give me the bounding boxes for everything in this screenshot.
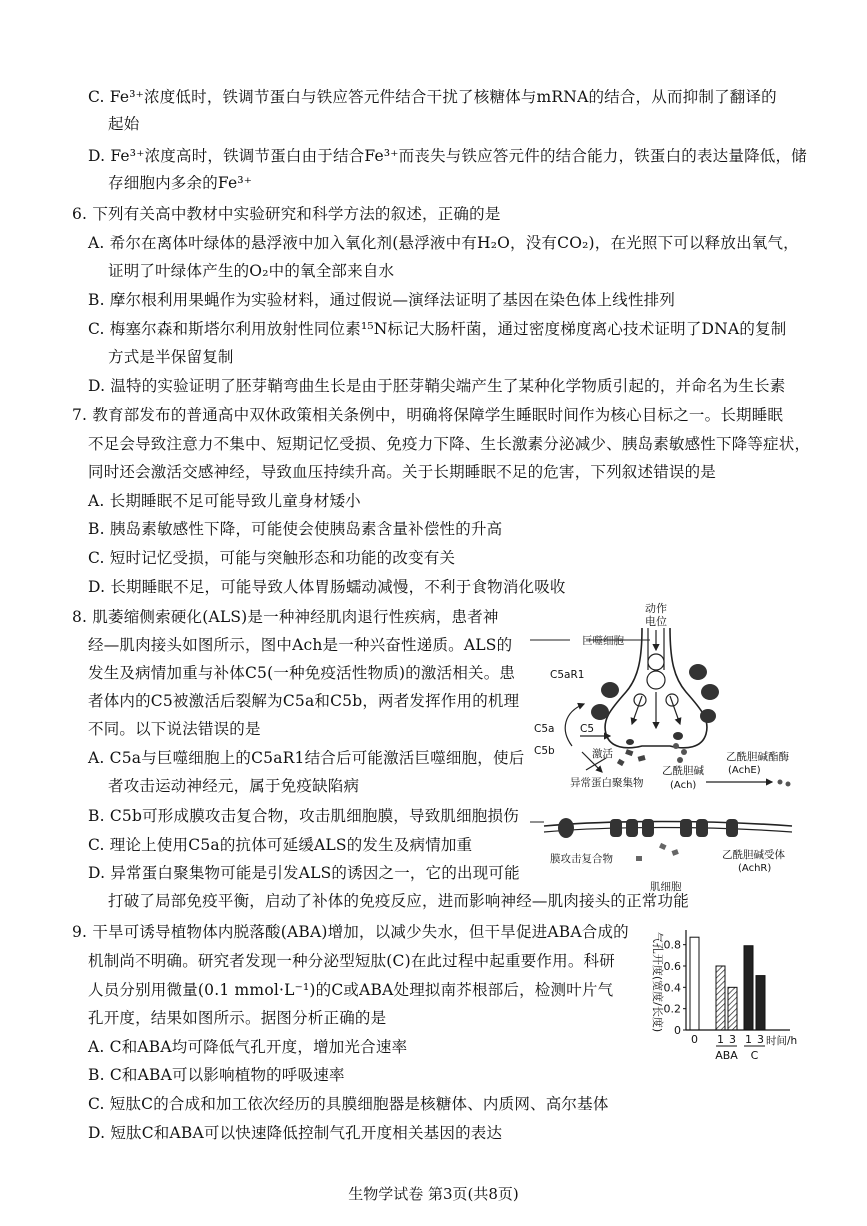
q6-stem: 6. 下列有关高中教材中实验研究和科学方法的叙述，正确的是 [72,205,501,223]
label-ache-2: (AchE) [728,765,761,776]
q7-option-d: D. 长期睡眠不足，可能导致人体胃肠蠕动减慢，不利于食物消化吸收 [88,578,566,596]
q5-option-c-line1: C. Fe³⁺浓度低时，铁调节蛋白与铁应答元件结合干扰了核糖体与mRNA的结合，从而抑制了翻译的 [88,88,777,106]
label-aggregate: 异常蛋白聚集物 [570,777,644,789]
q5-option-d-line1: D. Fe³⁺浓度高时，铁调节蛋白由于结合Fe³⁺而丧失与铁应答元件的结合能力，铁蛋白的表达量降低，储 [88,147,807,165]
chart-xlabel: 时间/h [766,1035,798,1047]
chart-bar [756,976,765,1030]
stomatal-chart [640,918,810,1066]
q8-option-a-line1: A. C5a与巨噬细胞上的C5aR1结合后可能激活巨噬细胞，使后 [88,749,525,767]
x-tick-label: 1 [745,1033,752,1046]
y-tick-label: 0 [674,1024,681,1037]
y-tick-label: 0.8 [663,938,681,952]
chart-ylabel: 气孔开度(宽度/长度) [651,931,664,1033]
q8-stem-line1: 8. 肌萎缩侧索硬化(ALS)是一种神经肌肉退行性疾病，患者神 [72,608,499,626]
muscle-membrane [544,822,792,827]
q8-option-a-line2: 者攻击运动神经元，属于免疫缺陷病 [108,777,360,795]
q8-option-b: B. C5b可形成膜攻击复合物，攻击肌细胞膜，导致肌细胞损伤 [88,807,519,825]
label-achr-2: (AchR) [738,863,772,874]
chart-bar [744,946,753,1030]
label-c5ar1: C5aR1 [550,669,585,681]
q9-stem-line3: 人员分别用微量(0.1 mmol·L⁻¹)的C或ABA处理拟南芥根部后，检测叶片气 [88,981,614,999]
label-macrophage: 巨噬细胞 [582,635,624,647]
label-ach-1: 乙酰胆碱 [662,765,704,777]
abnormal-protein-aggregates [617,749,646,766]
q9-option-d: D. 短肽C和ABA可以快速降低控制气孔开度相关基因的表达 [88,1124,503,1142]
y-tick-label: 0.4 [663,981,681,995]
q7-option-a: A. 长期睡眠不足可能导致儿童身材矮小 [88,492,361,510]
group-label: C [750,1049,759,1062]
damaged-fragments [636,843,679,861]
q7-option-c: C. 短时记忆受损，可能与突触形态和功能的改变有关 [88,549,456,567]
chart-bar [728,987,737,1030]
x-tick-label: 0 [691,1033,698,1046]
vesicle [647,671,665,689]
q9-stem-line2: 机制尚不明确。研究者发现一种分泌型短肽(C)在此过程中起重要作用。科研 [88,952,615,970]
label-achr-1: 乙酰胆碱受体 [722,849,785,861]
label-c5: C5 [580,723,595,735]
q8-stem-line5: 不同。以下说法错误的是 [88,720,261,738]
y-tick-label: 0.6 [663,960,681,973]
label-c5a: C5a [534,723,555,735]
label-activate: 激活 [592,748,613,760]
nmj-diagram [530,600,805,895]
q6-option-c-line2: 方式是半保留复制 [108,348,234,366]
vesicle [648,654,664,670]
group-label: ABA [715,1049,738,1062]
x-tick-label: 1 [717,1033,724,1046]
q9-option-a: A. C和ABA均可降低气孔开度，增加光合速率 [88,1038,408,1056]
q9-option-b: B. C和ABA可以影响植物的呼吸速率 [88,1066,345,1084]
q6-option-b: B. 摩尔根利用果蝇作为实验材料，通过假说—演绎法证明了基因在染色体上线性排列 [88,291,676,309]
label-action-potential-2: 电位 [645,615,667,628]
q9-option-c: C. 短肽C的合成和加工依次经历的具膜细胞器是核糖体、内质网、高尔基体 [88,1095,609,1113]
label-ach-2: (Ach) [670,780,697,791]
q7-option-b: B. 胰岛素敏感性下降，可能使会使胰岛素含量补偿性的升高 [88,520,503,538]
q9-stem-line1: 9. 干旱可诱导植物体内脱落酸(ABA)增加，以减少失水，但干旱促进ABA合成的 [72,923,629,941]
q7-stem-line1: 7. 教育部发布的普通高中双休政策相关条例中，明确将保障学生睡眠时间作为核心目标之一。长期睡眠 [72,406,784,424]
label-ache-1: 乙酰胆碱酯酶 [726,751,789,763]
label-c5b: C5b [534,745,555,757]
q5-option-c-line2: 起始 [108,115,140,133]
q8-stem-line3: 发生及病情加重与补体C5(一种免疫活性物质)的激活相关。患 [88,664,516,682]
q6-option-a-line2: 证明了叶绿体产生的O₂中的氧全部来自水 [108,262,395,280]
q7-stem-line2: 不足会导致注意力不集中、短期记忆受损、免疫力下降、生长激素分泌减少、胰岛素敏感性下降等症状， [88,435,811,453]
chart-bar [690,937,699,1030]
q6-option-c-line1: C. 梅塞尔森和斯塔尔利用放射性同位素¹⁵N标记大肠杆菌，通过密度梯度离心技术证明了DNA的复制 [88,320,787,338]
q5-option-d-line2: 存细胞内多余的Fe³⁺ [108,174,253,192]
x-tick-label: 3 [729,1033,736,1046]
q8-option-c: C. 理论上使用C5a的抗体可延缓ALS的发生及病情加重 [88,836,473,854]
q6-option-a-line1: A. 希尔在离体叶绿体的悬浮液中加入氧化剂(悬浮液中有H₂O，没有CO₂)，在光照下可以释放出氧气， [88,234,799,252]
q8-option-d-line2: 打破了局部免疫平衡，启动了补体的免疫反应，进而影响神经—肌肉接头的正常功能 [108,892,689,910]
label-mac: 膜攻击复合物 [550,853,613,865]
q8-option-d-line1: D. 异常蛋白聚集物可能是引发ALS的诱因之一，它的出现可能 [88,864,520,882]
q8-stem-line2: 经—肌肉接头如图所示，图中Ach是一种兴奋性递质。ALS的 [88,636,513,654]
q9-stem-line4: 孔开度，结果如图所示。据图分析正确的是 [88,1009,387,1027]
x-tick-label: 3 [757,1033,764,1046]
chart-bar [716,966,725,1030]
y-tick-label: 0.2 [663,1002,681,1016]
label-muscle-cell: 肌细胞 [650,881,682,893]
q8-stem-line4: 者体内的C5被激活后裂解为C5a和C5b，两者发挥作用的机理 [88,692,520,710]
page-footer: 生物学试卷 第3页(共8页) [348,1185,519,1203]
q6-option-d: D. 温特的实验证明了胚芽鞘弯曲生长是由于胚芽鞘尖端产生了某种化学物质引起的，并命名为生长素 [88,377,786,395]
label-action-potential-1: 动作 [645,602,667,615]
q7-stem-line3: 同时还会激活交感神经，导致血压持续升高。关于长期睡眠不足的危害，下列叙述错误的是 [88,463,717,481]
